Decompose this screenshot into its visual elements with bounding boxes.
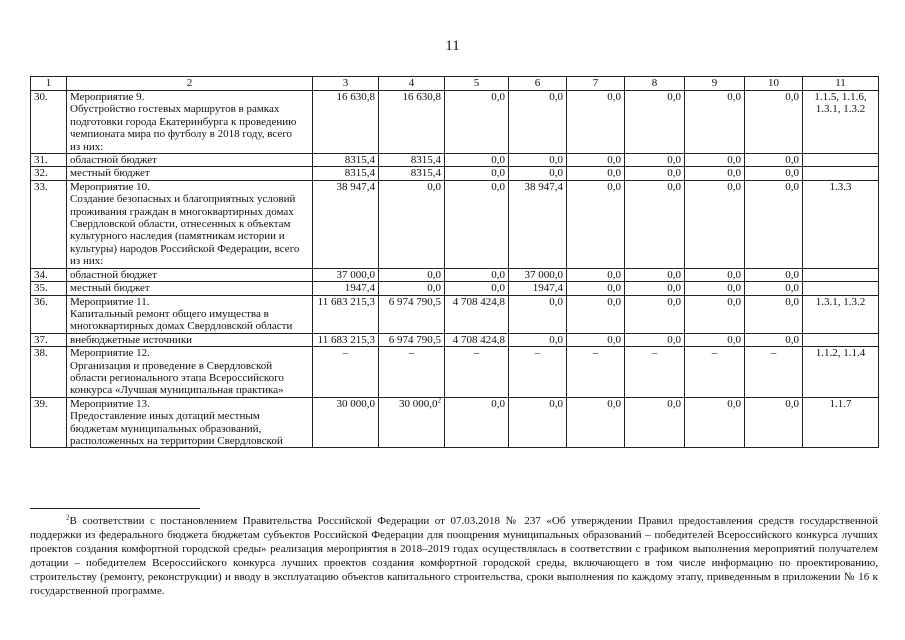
value-text: 0,0	[727, 180, 741, 193]
value-cell	[745, 180, 803, 268]
value-cell	[509, 268, 567, 281]
value-text: 0,0	[785, 268, 799, 281]
value-cell	[379, 295, 445, 333]
value-cell	[313, 167, 379, 180]
column-header: 10	[745, 77, 803, 91]
value-text: 0,0	[427, 180, 441, 193]
row-number: 31.	[31, 154, 67, 167]
value-text: 0,0	[667, 295, 681, 308]
footnote-marker: 2	[437, 397, 441, 405]
value-cell	[445, 397, 509, 448]
value-cell	[625, 91, 685, 154]
value-text: 0,0	[491, 180, 505, 193]
value-text: 8315,4	[410, 154, 441, 167]
table-row	[31, 268, 879, 281]
value-text: 0,0	[549, 167, 563, 180]
value-cell	[313, 282, 379, 295]
row-description-text: местный бюджет	[70, 167, 150, 180]
value-text: 0,0	[607, 282, 621, 295]
value-text: 0,0	[727, 167, 741, 180]
value-text: –	[342, 347, 349, 360]
value-text: 0,0	[785, 154, 799, 167]
footnote-marker: 2	[66, 513, 70, 522]
value-cell	[509, 333, 567, 346]
target-indicators	[803, 282, 879, 295]
value-text: 37 000,0	[524, 268, 563, 281]
row-description	[67, 180, 313, 268]
value-cell	[685, 91, 745, 154]
value-cell	[313, 91, 379, 154]
row-description-text: внебюджетные источники	[70, 333, 193, 346]
value-text: 8315,4	[344, 154, 375, 167]
value-text: –	[711, 347, 718, 360]
value-text: 0,0	[667, 397, 681, 410]
value-text: 0,0	[727, 154, 741, 167]
value-cell	[685, 347, 745, 398]
value-cell	[445, 180, 509, 268]
row-description	[67, 333, 313, 346]
value-text: 0,0	[785, 91, 799, 103]
value-text: 0,0	[785, 333, 799, 346]
column-header: 4	[379, 77, 445, 91]
table-row	[31, 397, 879, 448]
table-row	[31, 167, 879, 180]
row-description	[67, 347, 313, 398]
value-text: 0,0	[667, 268, 681, 281]
row-description	[67, 154, 313, 167]
row-description	[67, 295, 313, 333]
value-cell	[313, 295, 379, 333]
value-text: 37 000,0	[336, 268, 375, 281]
value-cell	[625, 347, 685, 398]
column-header: 2	[67, 77, 313, 91]
column-header: 3	[313, 77, 379, 91]
value-cell	[379, 167, 445, 180]
value-text: 0,0	[727, 268, 741, 281]
value-text: 0,0	[727, 282, 741, 295]
table-row	[31, 154, 879, 167]
value-cell	[745, 295, 803, 333]
footnote-divider	[30, 508, 200, 509]
table-row	[31, 180, 879, 268]
value-cell	[313, 333, 379, 346]
value-text: 0,0	[427, 268, 441, 281]
value-cell	[445, 167, 509, 180]
value-text: 6 974 790,5	[388, 333, 441, 346]
value-text: 0,0	[491, 91, 505, 103]
value-cell	[445, 268, 509, 281]
value-cell	[745, 347, 803, 398]
table-row	[31, 333, 879, 346]
column-header: 6	[509, 77, 567, 91]
row-description-text: Мероприятие 11. Капитальный ремонт общего имущества в многоквартирных домах Свердловской области	[70, 295, 293, 333]
value-cell	[445, 333, 509, 346]
value-cell	[567, 333, 625, 346]
value-text: 11 683 215,3	[317, 295, 375, 308]
value-text: 38 947,4	[524, 180, 563, 193]
value-cell	[567, 295, 625, 333]
target-indicators	[803, 167, 879, 180]
value-text: 1947,4	[344, 282, 375, 295]
column-header: 7	[567, 77, 625, 91]
value-cell	[509, 295, 567, 333]
value-cell	[567, 180, 625, 268]
value-text: 0,0	[607, 154, 621, 167]
value-cell	[313, 397, 379, 448]
value-text: 4 708 424,8	[452, 333, 505, 346]
value-text: 0,0	[607, 91, 621, 103]
target-indicators	[803, 333, 879, 346]
target-indicators	[803, 268, 879, 281]
row-description	[67, 282, 313, 295]
target-indicators: 1.3.3	[803, 180, 879, 268]
value-cell	[509, 167, 567, 180]
value-text: 0,0	[549, 295, 563, 308]
row-description-text: Мероприятие 12. Организация и проведение в Свердловской области регионального этапа Всероссийского конкурса «Лучшая муниципальная практика»	[70, 347, 284, 397]
value-text: 0,0	[785, 167, 799, 180]
value-cell	[509, 154, 567, 167]
value-text: 11 683 215,3	[317, 333, 375, 346]
target-indicators: 1.3.1, 1.3.2	[803, 295, 879, 333]
value-text: 0,0	[491, 268, 505, 281]
table-row	[31, 295, 879, 333]
value-cell	[685, 180, 745, 268]
row-number: 30.	[31, 91, 67, 154]
target-indicators	[803, 154, 879, 167]
value-cell	[685, 397, 745, 448]
value-cell	[685, 282, 745, 295]
value-cell	[745, 268, 803, 281]
value-cell	[509, 347, 567, 398]
column-header: 1	[31, 77, 67, 91]
value-cell	[685, 268, 745, 281]
column-header: 5	[445, 77, 509, 91]
value-cell	[379, 154, 445, 167]
target-indicators: 1.1.2, 1.1.4	[803, 347, 879, 398]
value-text: 0,0	[427, 282, 441, 295]
value-cell	[313, 180, 379, 268]
value-text: –	[534, 347, 541, 360]
value-cell	[445, 282, 509, 295]
value-cell	[379, 397, 445, 448]
value-cell	[567, 282, 625, 295]
value-text: 38 947,4	[336, 180, 375, 193]
value-cell	[509, 91, 567, 154]
value-text: –	[473, 347, 480, 360]
value-text: 0,0	[727, 333, 741, 346]
value-cell	[379, 282, 445, 295]
value-text: 30 000,0	[399, 397, 438, 410]
value-cell	[379, 91, 445, 154]
budget-table	[30, 76, 879, 448]
value-cell	[625, 282, 685, 295]
value-cell	[313, 154, 379, 167]
value-text: 0,0	[667, 180, 681, 193]
value-cell	[625, 167, 685, 180]
value-text: 0,0	[667, 167, 681, 180]
value-cell	[567, 397, 625, 448]
table-row	[31, 91, 879, 154]
value-cell	[509, 397, 567, 448]
row-number: 34.	[31, 268, 67, 281]
value-cell	[509, 180, 567, 268]
value-text: 0,0	[607, 167, 621, 180]
value-text: 0,0	[491, 167, 505, 180]
value-cell	[685, 295, 745, 333]
value-text: 0,0	[667, 282, 681, 295]
value-cell	[379, 347, 445, 398]
value-text: 0,0	[491, 154, 505, 167]
value-text: 0,0	[785, 282, 799, 295]
value-cell	[379, 180, 445, 268]
row-number: 36.	[31, 295, 67, 333]
value-text: 0,0	[607, 397, 621, 410]
value-text: 0,0	[607, 180, 621, 193]
value-text: 0,0	[549, 397, 563, 410]
row-description-text: областной бюджет	[70, 268, 157, 281]
column-header: 8	[625, 77, 685, 91]
value-cell	[625, 268, 685, 281]
row-number: 33.	[31, 180, 67, 268]
value-text: 8315,4	[344, 167, 375, 180]
table-row	[31, 347, 879, 398]
value-text: –	[651, 347, 658, 360]
value-text: 4 708 424,8	[452, 295, 505, 308]
value-text: 30 000,0	[336, 397, 375, 410]
value-text: 16 630,8	[402, 91, 441, 103]
value-cell	[445, 91, 509, 154]
value-cell	[685, 333, 745, 346]
value-cell	[625, 180, 685, 268]
value-cell	[313, 268, 379, 281]
value-text: 0,0	[491, 282, 505, 295]
value-text: 0,0	[549, 333, 563, 346]
value-cell	[625, 154, 685, 167]
value-text: 8315,4	[410, 167, 441, 180]
value-cell	[685, 154, 745, 167]
column-header: 9	[685, 77, 745, 91]
value-text: 0,0	[549, 91, 563, 103]
value-text: 0,0	[667, 333, 681, 346]
value-cell	[745, 282, 803, 295]
value-cell	[745, 154, 803, 167]
value-cell	[567, 154, 625, 167]
value-cell	[745, 333, 803, 346]
value-text: –	[770, 347, 777, 360]
target-indicators: 1.1.5, 1.1.6, 1.3.1, 1.3.2	[803, 91, 879, 154]
value-cell	[567, 91, 625, 154]
value-cell	[625, 397, 685, 448]
column-header-row	[31, 77, 879, 91]
footnote-text: В соответствии с постановлением Правительства Российской Федерации от 07.03.2018 № 237 «Об утверждении Правил предоставления средств государственной поддержки из федерального бюджета бюджетам субъектов Российской Федерации для поощрения муниципальных образований – победителей Всероссийского конкурса лучших проектов создания комфортной городской среды» реализация мероприятия в 2018–2019 годах осуществлялась в соответствии с графиком выполнения мероприятий получателем дотации – победителем Всероссийского конкурса лучших проектов создания комфортной городской среды, включающего в том числе информацию по проектированию, строительству (ремонту, реконструкции) и вводу в эксплуатацию объектов капитального строительства, сроки выполнения по каждому этапу, приведенным в приложении № 16 к государственной программе.	[30, 515, 878, 597]
row-description-text: Мероприятие 13. Предоставление иных дотаций местным бюджетам муниципальных образований, расположенных на территории Свердловской	[70, 397, 283, 447]
value-text: 0,0	[727, 295, 741, 308]
value-text: 0,0	[727, 91, 741, 103]
row-description	[67, 397, 313, 448]
value-cell	[379, 333, 445, 346]
value-text: 0,0	[667, 91, 681, 103]
value-text: 1947,4	[532, 282, 563, 295]
row-description	[67, 91, 313, 154]
value-cell	[625, 295, 685, 333]
value-text: –	[592, 347, 599, 360]
row-number: 39.	[31, 397, 67, 448]
value-cell	[745, 91, 803, 154]
row-description-text: областной бюджет	[70, 154, 157, 167]
row-number: 37.	[31, 333, 67, 346]
value-cell	[745, 167, 803, 180]
table-row	[31, 282, 879, 295]
row-description	[67, 167, 313, 180]
value-text: 0,0	[785, 295, 799, 308]
row-description-text: местный бюджет	[70, 282, 150, 295]
value-text: 0,0	[667, 154, 681, 167]
value-text: 0,0	[607, 295, 621, 308]
value-cell	[625, 333, 685, 346]
value-text: 0,0	[727, 397, 741, 410]
value-cell	[445, 295, 509, 333]
row-description	[67, 268, 313, 281]
row-description-text: Мероприятие 10. Создание безопасных и благоприятных условий проживания граждан в многоквартирных домах Свердловской области, отнесенных к объектам культурного наследия (памятникам истории и культуры) народов Российской Федерации, всего из них:	[70, 180, 300, 268]
value-text: 0,0	[607, 268, 621, 281]
value-cell	[313, 347, 379, 398]
column-header: 11	[803, 77, 879, 91]
value-text: 0,0	[785, 180, 799, 193]
value-text: 0,0	[491, 397, 505, 410]
value-cell	[567, 167, 625, 180]
value-text: 16 630,8	[336, 91, 375, 103]
target-indicators: 1.1.7	[803, 397, 879, 448]
value-cell	[445, 154, 509, 167]
value-text: 0,0	[549, 154, 563, 167]
row-description-text: Мероприятие 9. Обустройство гостевых маршрутов в рамках подготовки города Екатеринбурга к проведению чемпионата мира по футболу в 2018 году, всего из них:	[70, 91, 297, 153]
value-cell	[567, 347, 625, 398]
value-text: –	[408, 347, 415, 360]
value-text: 0,0	[785, 397, 799, 410]
value-text: 6 974 790,5	[388, 295, 441, 308]
row-number: 35.	[31, 282, 67, 295]
value-text: 0,0	[607, 333, 621, 346]
value-cell	[509, 282, 567, 295]
footnote	[30, 514, 878, 598]
row-number: 32.	[31, 167, 67, 180]
value-cell	[379, 268, 445, 281]
value-cell	[745, 397, 803, 448]
value-cell	[445, 347, 509, 398]
value-cell	[567, 268, 625, 281]
value-cell	[685, 167, 745, 180]
page-number: 11	[445, 38, 460, 54]
row-number: 38.	[31, 347, 67, 398]
